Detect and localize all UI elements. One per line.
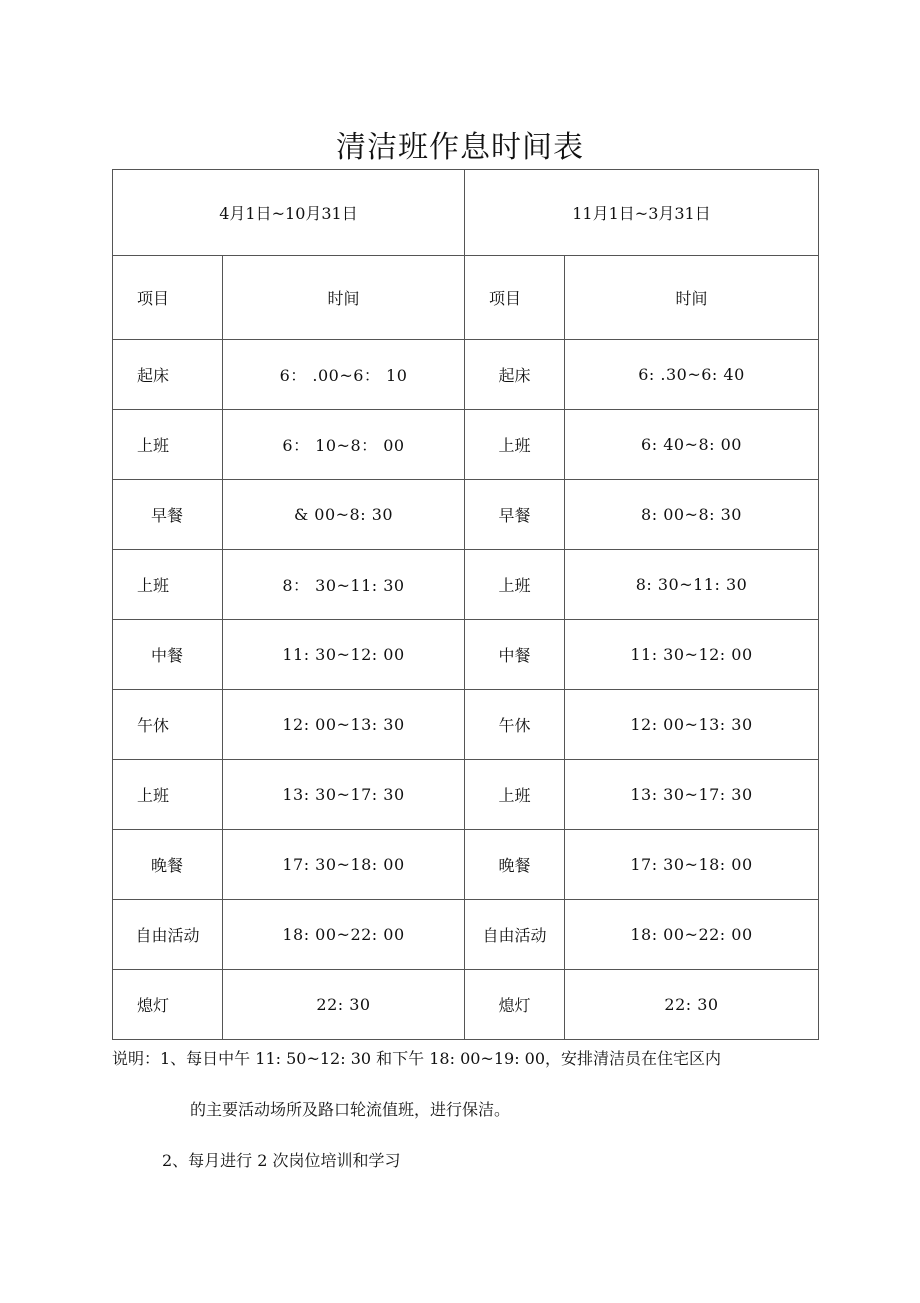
time-summer: 22: 30: [223, 970, 465, 1040]
item-summer: 自由活动: [113, 900, 223, 970]
item-winter: 上班: [465, 760, 565, 830]
time-winter: 8: 00~8: 30: [565, 480, 819, 550]
header-time-summer: 时间: [223, 256, 465, 340]
time-summer: & 00~8: 30: [223, 480, 465, 550]
item-summer: 熄灯: [113, 970, 223, 1040]
time-summer: 12: 00~13: 30: [223, 690, 465, 760]
note-line-3: 2、每月进行 2 次岗位培训和学习: [162, 1151, 401, 1170]
time-summer: 6： .00~6： 10: [223, 340, 465, 410]
table-row: [113, 900, 819, 970]
time-summer: 6： 10~8： 00: [223, 410, 465, 480]
item-winter: 中餐: [465, 620, 565, 690]
item-winter: 午休: [465, 690, 565, 760]
note-line-2: 的主要活动场所及路口轮流值班，进行保洁。: [190, 1100, 511, 1119]
table-row: [113, 620, 819, 690]
item-summer: 上班: [113, 410, 223, 480]
item-winter: 上班: [465, 550, 565, 620]
note-line-1: 说明：1、每日中午 11: 50~12: 30 和下午 18: 00~19: 00，安排清洁员在住宅区内: [112, 1049, 722, 1068]
time-winter: 8: 30~11: 30: [565, 550, 819, 620]
period-winter: 11月1日~3月31日: [465, 170, 819, 256]
item-summer: 早餐: [113, 480, 223, 550]
header-row: [113, 256, 819, 340]
item-winter: 起床: [465, 340, 565, 410]
time-winter: 13: 30~17: 30: [565, 760, 819, 830]
time-winter: 12: 00~13: 30: [565, 690, 819, 760]
table-row: [113, 690, 819, 760]
item-winter: 熄灯: [465, 970, 565, 1040]
table-row: [113, 340, 819, 410]
time-summer: 8： 30~11: 30: [223, 550, 465, 620]
item-summer: 上班: [113, 550, 223, 620]
table-row: [113, 830, 819, 900]
time-summer: 13: 30~17: 30: [223, 760, 465, 830]
item-winter: 自由活动: [465, 900, 565, 970]
table-row: [113, 480, 819, 550]
item-summer: 午休: [113, 690, 223, 760]
header-item-summer: 项目: [113, 256, 223, 340]
item-summer: 中餐: [113, 620, 223, 690]
table-row: [113, 760, 819, 830]
time-winter: 18: 00~22: 00: [565, 900, 819, 970]
header-item-winter: 项目: [465, 256, 565, 340]
period-row: [113, 170, 819, 256]
time-winter: 11: 30~12: 00: [565, 620, 819, 690]
time-winter: 6: 40~8: 00: [565, 410, 819, 480]
page-title: 清洁班作息时间表: [336, 130, 584, 165]
item-summer: 晚餐: [113, 830, 223, 900]
table-row: [113, 410, 819, 480]
time-summer: 17: 30~18: 00: [223, 830, 465, 900]
time-winter: 17: 30~18: 00: [565, 830, 819, 900]
item-summer: 上班: [113, 760, 223, 830]
header-time-winter: 时间: [565, 256, 819, 340]
table-row: [113, 970, 819, 1040]
item-winter: 上班: [465, 410, 565, 480]
time-summer: 11: 30~12: 00: [223, 620, 465, 690]
schedule-table: [112, 169, 819, 1040]
time-winter: 6: .30~6: 40: [565, 340, 819, 410]
time-summer: 18: 00~22: 00: [223, 900, 465, 970]
item-winter: 晚餐: [465, 830, 565, 900]
item-winter: 早餐: [465, 480, 565, 550]
time-winter: 22: 30: [565, 970, 819, 1040]
table-row: [113, 550, 819, 620]
period-summer: 4月1日~10月31日: [113, 170, 465, 256]
item-summer: 起床: [113, 340, 223, 410]
